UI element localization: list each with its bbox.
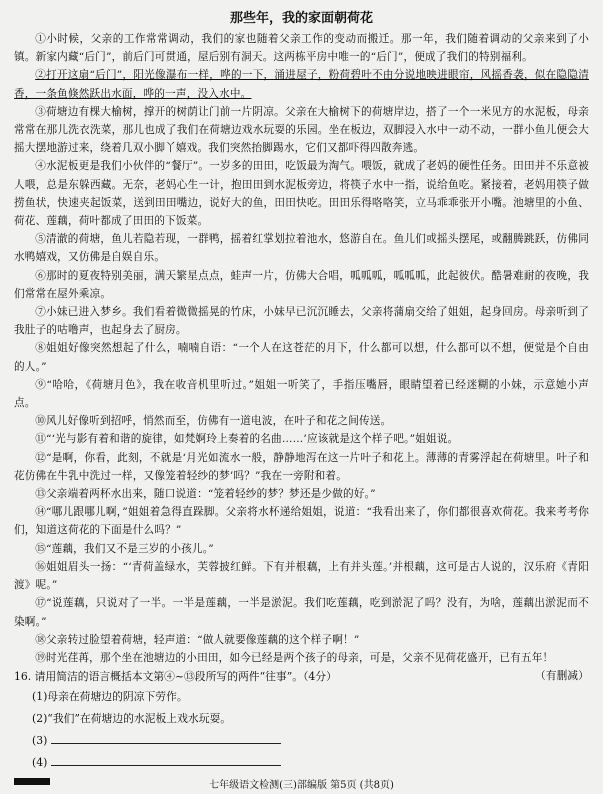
answer-line-2: (2)“我们”在荷塘边的水泥板上戏水玩耍。 (32, 712, 232, 726)
article-title: 那些年，我的家面朝荷花 (229, 11, 373, 26)
page-footer: 七年级语文检测(三)部编版 第5页 (共8页) (209, 780, 394, 791)
paragraph-12: ⑫“是啊，你看，此刻，不就是‘月光如流水一般，静静地泻在这一片叶子和花上。薄薄的青雾浮起在荷塘里。叶子和花仿佛在牛乳中洗过一样，又像笼着轻纱的梦’吗？”我在一旁附和着。 (14, 451, 589, 482)
paragraph-3: ③荷塘边有棵大榆树，撑开的树荫让门前一片阴凉。父亲在大榆树下的荷塘岸边，搭了一个一米见方的水泥板，母亲常常在那儿洗衣洗菜，那儿也成了我们在荷塘边戏水玩耍的乐园。坐在板边，双脚浸入水中一动不动，一群小鱼儿便会大摇大摆地游过来，绕着几双小脚丫嬉戏。我们突然抬脚踢水，它们又都吓得四散奔逃。 (14, 105, 589, 155)
answer-line-3 (32, 730, 589, 752)
paragraph-6: ⑥那时的夏夜特别美丽，满天繁星点点，蛙声一片，仿佛大合唱，呱呱呱，呱呱呱，此起彼伏。酷暑难耐的夜晚，我们常常在屋外乘凉。 (14, 269, 589, 300)
answer-line-4 (32, 752, 589, 774)
paragraph-13: ⑬父亲端着两杯水出来，随口说道：“笼着轻纱的梦？梦还是少做的好。” (35, 488, 376, 501)
paragraph-2: ②打开这扇“后门”，阳光像瀑布一样，哗的一下，涌进屋子，粉荷碧叶不由分说地映进眼帘，风摇香袭，似在隐隐清香，一条鱼倏然跃出水面，哗的一声，没入水中。 (14, 69, 589, 100)
paragraph-15: ⑮“莲藕，我们又不是三岁的小孩儿。” (35, 542, 214, 555)
paragraph-9: ⑨“哈哈，《荷塘月色》，我在收音机里听过。”姐姐一听笑了，手指压嘴唇，眼睛望着已经迷糊的小妹，示意她小声点。 (14, 378, 589, 410)
answer-4-blank (51, 753, 281, 766)
paragraph-18: ⑱父亲转过脸望着荷塘，轻声道：“做人就要像莲藕的这个样子啊！” (35, 633, 360, 646)
answer-3-label: (3) (32, 734, 48, 748)
question-16: 16. 请用简洁的语言概括本文第④~⑬段所写的两件“往事”。（4分） (14, 670, 337, 684)
paragraph-14: ⑭“哪儿跟哪儿啊，”姐姐着急得直跺脚。父亲将水杯递给姐姐，说道：“我看出来了，你们都很喜欢荷花。我来考考你们，知道这荷花的下面是什么吗？” (14, 506, 589, 537)
paragraph-19-text: ⑲时光荏苒，那个坐在池塘边的小田田，如今已经是两个孩子的母亲，可是，父亲不见荷花盛开，已有五年！ (35, 651, 554, 664)
paragraph-17: ⑰“说莲藕，只说对了一半。一半是莲藕，一半是淤泥。我们吃莲藕，吃到淤泥了吗？没有，为啥，莲藕出淤泥而不染啊。” (14, 597, 589, 628)
answer-4-label: (4) (32, 756, 48, 770)
paragraph-11: ⑪“‘光与影有着和谐的旋律，如梵婀玲上奏着的名曲……’应该就是这个样子吧。”姐姐说。 (35, 433, 459, 446)
exam-page (14, 10, 589, 774)
paragraph-5: ⑤清澈的荷塘，鱼儿若隐若现，一群鸭，摇着红掌划拉着池水，悠游自在。鱼儿们或摇头摆尾，或翻腾跳跃，仿佛同水鸭嬉戏，又仿佛是自娱自乐。 (14, 233, 589, 264)
paragraph-4: ④水泥板更是我们小伙伴的“餐厅”。一岁多的田田，吃饭最为淘气。喂饭，就成了老妈的硬性任务。田田并不乐意被人喂，总是东躲西藏。无奈，老妈心生一计，抱田田到水泥板旁边，将筷子水中一指，说给鱼吃。紧接着，老妈用筷子做捞鱼状，快速夹起饭菜，送到田田嘴边，说好大的鱼，田田快吃。田田乐得咯咯笑，立马乖乖张开小嘴。池塘里的小鱼、荷花、莲藕，荷叶都成了田田的下饭菜。 (14, 160, 589, 228)
answer-3-blank (51, 731, 281, 744)
paragraph-8: ⑧姐姐好像突然想起了什么，喃喃自语：“一个人在这苍茫的月下，什么都可以想，什么都可以不想，便觉是个自由的人。” (14, 342, 589, 373)
paragraph-7: ⑦小妹已进入梦乡。我们看着微微摇晃的竹床，小妹早已沉沉睡去，父亲将蒲扇交给了姐姐，起身回房。母亲听到了我肚子的咕噜声，也起身去了厨房。 (14, 306, 589, 337)
paragraph-1: ①小时候，父亲的工作常常调动，我们的家也随着父亲工作的变动而搬迁。那一年，我们随着调动的父亲来到了小镇。新家内藏“后门”，前后门可贯通，屋后别有洞天。这两栋平房中唯一的“后门”，便成了我们的特别福利。 (14, 33, 589, 64)
answer-line-1: (1)母亲在荷塘边的阴凉下劳作。 (32, 690, 188, 704)
source-note: （有删减） (535, 670, 589, 683)
paragraph-10: ⑩风儿好像听到招呼，悄然而至，仿佛有一道电波，在叶子和花之间传送。 (35, 415, 392, 428)
paragraph-16: ⑯姐姐眉头一扬：“‘青荷盖绿水，芙蓉披红鲜。下有并根藕，上有并头莲。’并根藕，这可是古人说的，汉乐府《青阳渡》呢。” (14, 560, 589, 592)
